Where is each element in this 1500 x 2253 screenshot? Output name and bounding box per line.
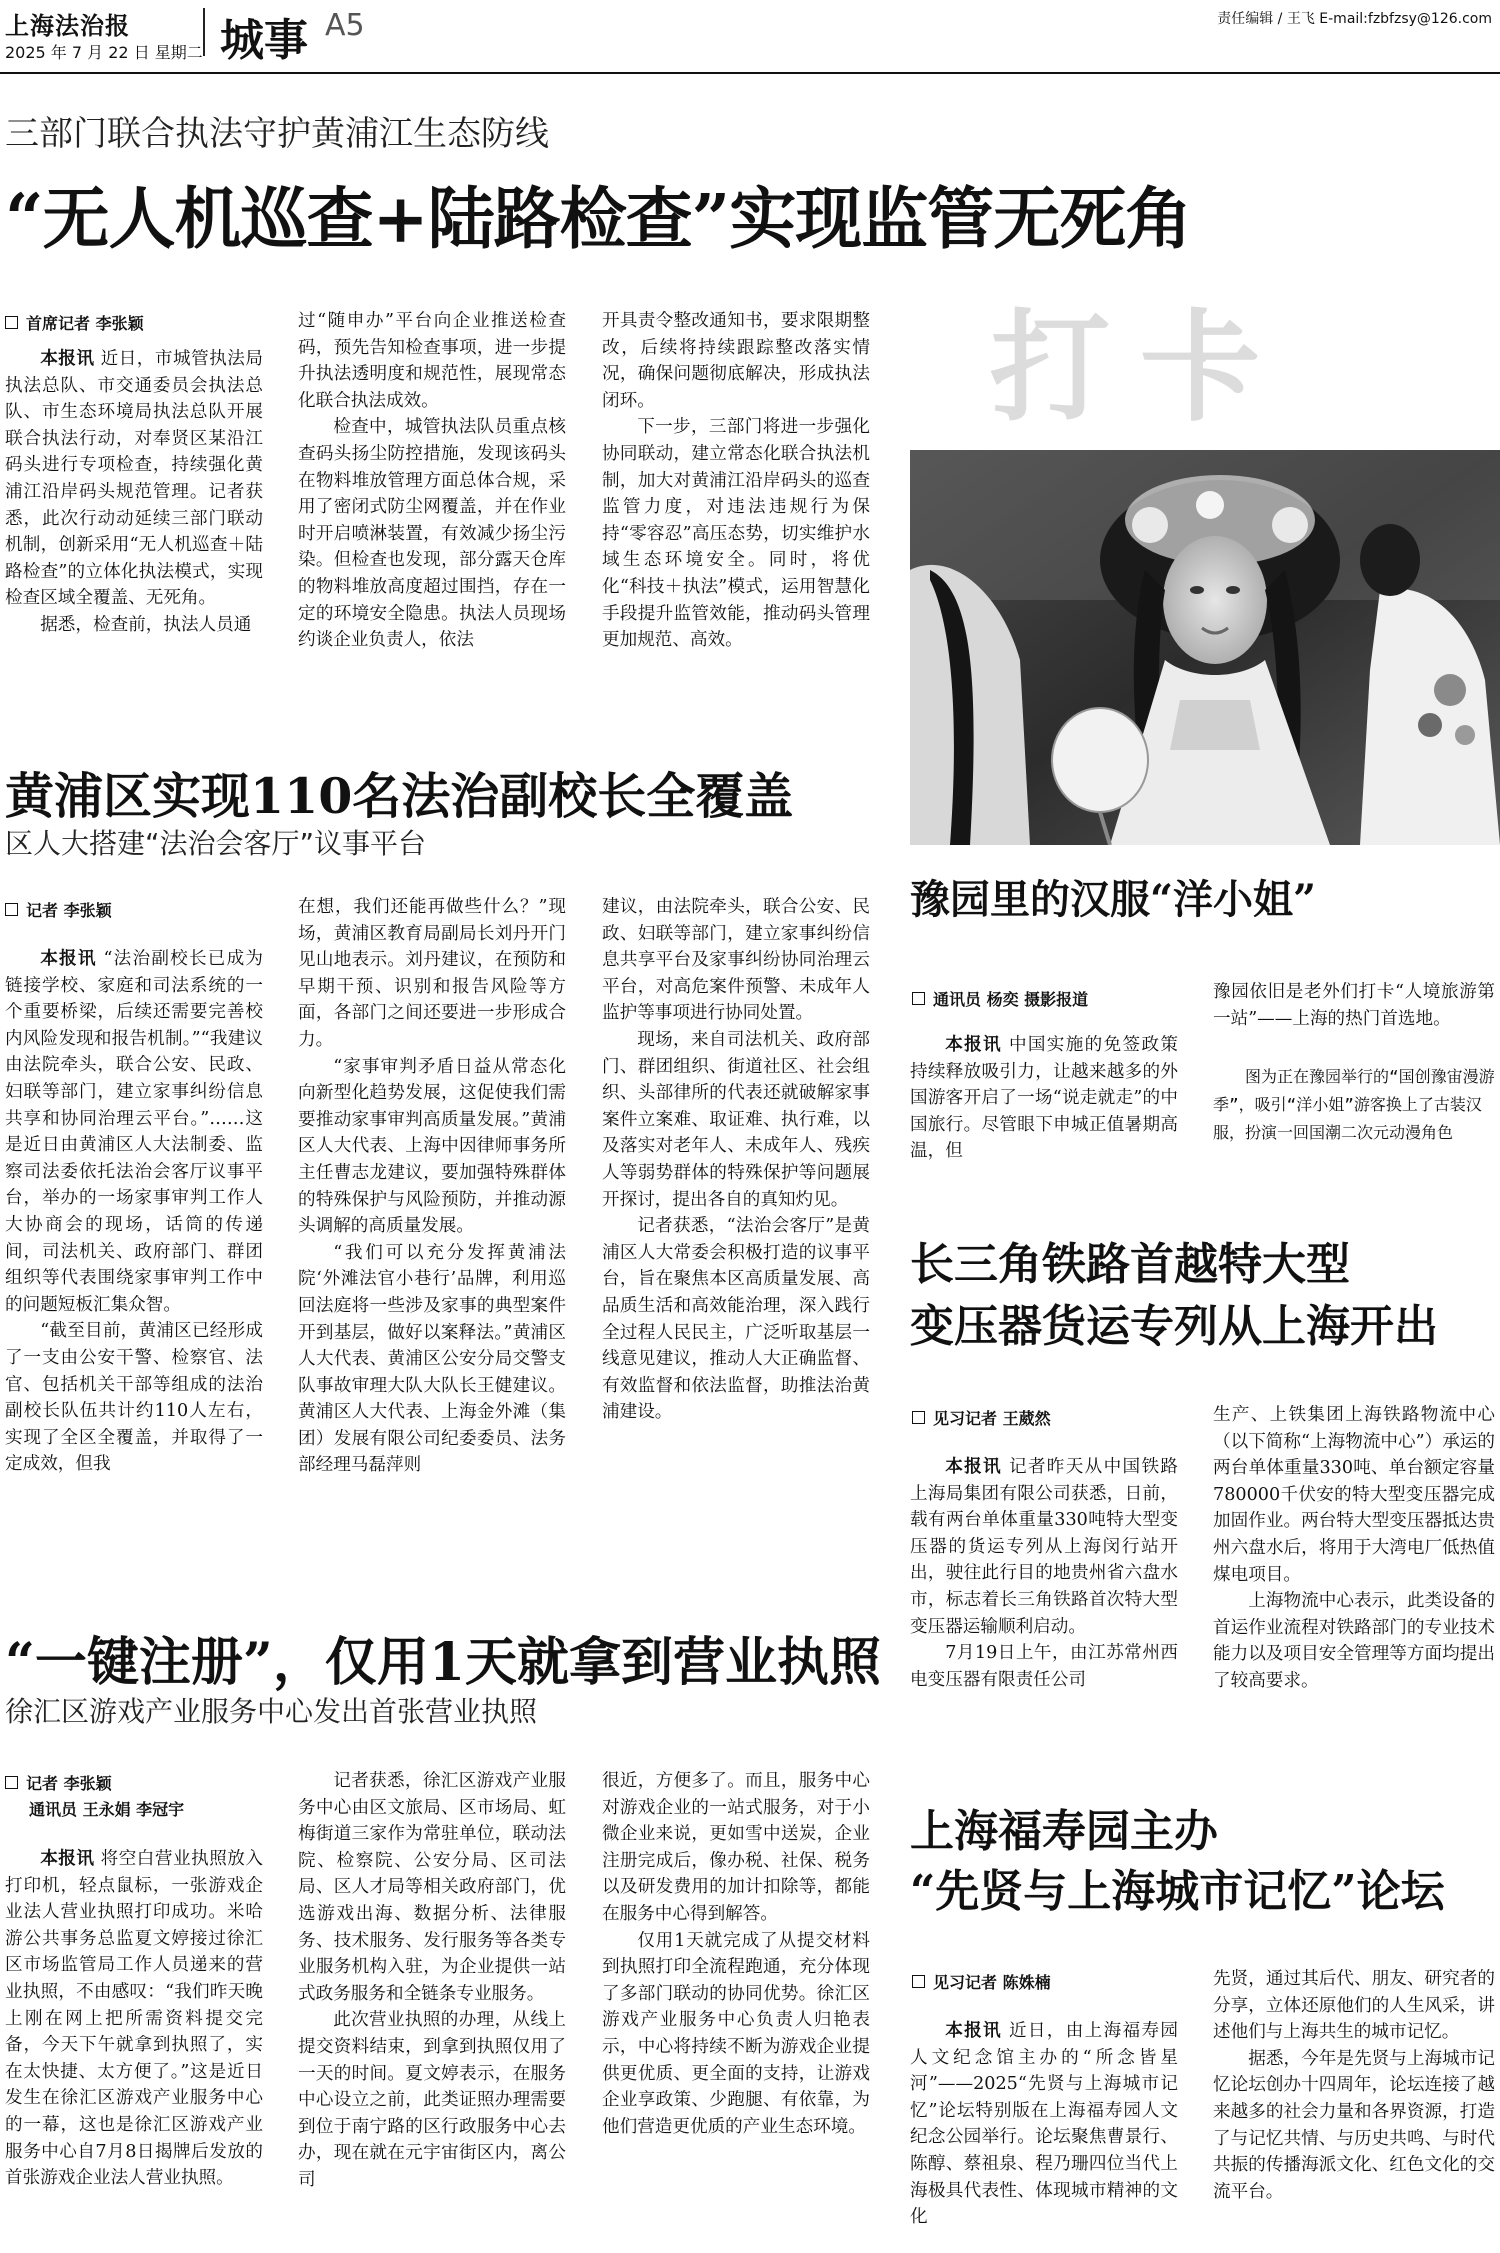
byline-text: 通讯员 杨奕 摄影报道: [933, 990, 1089, 1009]
article5-col1: [910, 2018, 1178, 2248]
article1-kicker: 三部门联合执法守护黄浦江生态防线: [5, 114, 549, 154]
article3-headline-line2: 变压器货运专列从上海开出: [910, 1301, 1438, 1352]
article1-col2: [298, 308, 566, 702]
body-text: 近日，由上海福寿园人文纪念馆主办的“所念皆星河”——2025“先贤与上海城市记忆”论坛特别版在上海福寿园人文纪念公园举行。论坛聚焦曹景行、陈醇、蔡祖泉、程乃珊四位当代上海极具代表性、体现城市精神的文化: [910, 2021, 1178, 2228]
photo-col2: [1213, 979, 1495, 1059]
caption-text: 图为正在豫园举行的“国创豫宙漫游季”，吸引“洋小姐”游客换上了古装汉服，扮演一回国潮二次元动漫角色: [1213, 1067, 1495, 1142]
page-number: A5: [325, 8, 365, 43]
daka-stamp: 打卡: [990, 297, 1290, 438]
photo-caption: [1213, 1063, 1495, 1175]
masthead-rule: [0, 72, 1500, 74]
article5-headline-line2: “先贤与上海城市记忆”论坛: [910, 1866, 1445, 1917]
article2-headline: 黄浦区实现110名法治副校长全覆盖: [5, 767, 794, 825]
body-text: 上海物流中心表示，此类设备的首运作业流程对铁路部门的专业技术能力以及项目安全管理等方面均提出了较高要求。: [1213, 1591, 1495, 1691]
article4-byline1: [5, 1771, 112, 1794]
body-text: 很近，方便多了。而且，服务中心对游戏企业的一站式服务，对于小微企业来说，更如雪中送炭，企业注册完成后，像办税、社保、税务以及研发费用的加计扣除等，都能在服务中心得到解答。: [602, 1771, 870, 1924]
editor-credit: 责任编辑 / 王飞 E-mail:fzbfzsy@126.com: [1217, 11, 1492, 27]
body-text: 现场，来自司法机关、政府部门、群团组织、街道社区、社会组织、头部律所的代表还就破解家事案件立案难、取证难、执行难，以及落实对老年人、未成年人、残疾人等弱势群体的特殊保护等问题展开探讨，提出各自的真知灼见。: [602, 1029, 870, 1210]
article2-col3: [602, 894, 870, 1582]
article4-headline: “一键注册”，仅用1天就拿到营业执照: [5, 1632, 882, 1693]
body-text: 将空白营业执照放入打印机，轻点鼠标，一张游戏企业法人营业执照打印成功。米哈游公共事务总监夏文婷接过徐汇区市场监管局工作人员递来的营业执照，不由感叹：“我们昨天晚上刚在网上把所需资料提交完备，今天下午就拿到执照了，实在太快捷、太方便了。”这是近日发生在徐汇区游戏产业服务中心的一幕，这也是徐汇区游戏产业服务中心自7月8日揭牌后发放的首张游戏企业法人营业执照。: [5, 1849, 263, 2189]
body-text: 过“随申办”平台向企业推送检查码，预先告知检查事项，进一步提升执法透明度和规范性，展现常态化联合执法成效。: [298, 311, 566, 411]
body-text: 记者获悉，“法治会客厅”是黄浦区人大常委会积极打造的议事平台，旨在聚焦本区高质量发展、高品质生活和高效能治理，深入践行全过程人民民主，广泛听取基层一线意见建议，推动人大正确监督、有效监督和依法监督，助推法治黄浦建设。: [602, 1216, 870, 1423]
article4-col1: [5, 1846, 263, 2248]
article3-headline-line1: 长三角铁路首越特大型: [910, 1239, 1350, 1290]
body-text: 据悉，今年是先贤与上海城市记忆论坛创办十四周年，论坛连接了越来越多的社会力量和各界资源，打造了与记忆共情、与历史共鸣、与时代共振的传播海派文化、红色文化的交流平台。: [1213, 2048, 1495, 2202]
body-text: 建议，由法院牵头，联合公安、民政、妇联等部门，建立家事纠纷信息共享平台及家事纠纷协同治理云平台，对高危案件预警、未成年人监护等事项进行协同处置。: [602, 897, 870, 1024]
article1-col3: [602, 308, 870, 702]
body-text: 记者获悉，徐汇区游戏产业服务中心由区文旅局、区市场局、虹梅街道三家作为常驻单位，联动法院、检察院、公安分局、区司法局、区人才局等相关政府部门，优选游戏出海、数据分析、法律服务、技术服务、发行服务等各类专业服务机构入驻，为企业提供一站式政务服务和全链条专业服务。: [298, 1771, 566, 2004]
body-text: 先贤，通过其后代、朋友、研究者的分享，立体还原他们的人生风采，讲述他们与上海共生的城市记忆。: [1213, 1969, 1495, 2043]
body-text: “截至目前，黄浦区已经形成了一支由公安干警、检察官、法官、包括机关干部等组成的法治副校长队伍共计约110人左右，实现了全区全覆盖，并取得了一定成效，但我: [5, 1321, 263, 1475]
body-text: “家事审判矛盾日益从常态化向新型化趋势发展，这促使我们需要推动家事审判高质量发展。”黄浦区人大代表、上海中因律师事务所主任曹志龙建议，要加强特殊群体的特殊保护与风险预防，并推动源头调解的高质量发展。: [298, 1056, 566, 1237]
lead-tag: 本报讯: [945, 1457, 1002, 1477]
photo-headline: 豫园里的汉服“洋小姐”: [910, 876, 1317, 923]
lead-tag: 本报讯: [945, 1035, 1002, 1055]
article5-headline-line1: 上海福寿园主办: [910, 1806, 1218, 1857]
body-text: 开具责令整改通知书，要求限期整改，后续将持续跟踪整改落实情况，确保问题彻底解决，形成执法闭环。: [602, 311, 870, 411]
byline-text: 首席记者 李张颖: [26, 314, 144, 333]
body-text: 7月19日上午，由江苏常州西电变压器有限责任公司: [910, 1643, 1178, 1690]
newspaper-logo: 上海法治报: [5, 11, 130, 40]
article5-byline: [912, 1970, 1051, 1993]
lead-tag: 本报讯: [40, 349, 95, 369]
body-text: 检查中，城管执法队员重点核查码头扬尘防控措施，发现该码头在物料堆放管理方面总体合规，采用了密闭式防尘网覆盖，并在作业时开启喷淋装置，有效减少扬尘污染。但检查也发现，部分露天仓库的物料堆放高度超过围挡，存在一定的环境安全隐患。执法人员现场约谈企业负责人，依法: [298, 417, 566, 651]
article1-col1: [5, 346, 263, 702]
photo-byline: [912, 987, 1088, 1010]
lead-tag: 本报讯: [945, 2021, 1002, 2041]
body-text: “我们可以充分发挥黄浦法院‘外滩法官小巷行’品牌，利用巡回法庭将一些涉及家事的典型案件开到基层，做好以案释法。”黄浦区人大代表、黄浦区公安分局交警支队事故审理大队大队长王健建议。黄浦区人大代表、上海金外滩（集团）发展有限公司纪委委员、法务部经理马磊萍则: [298, 1242, 566, 1476]
body-text: 在想，我们还能再做些什么？”现场，黄浦区教育局副局长刘丹开门见山地表示。刘丹建议，在预防和早期干预、识别和报告风险等方面，各部门之间还要进一步形成合力。: [298, 897, 566, 1050]
lead-tag: 本报讯: [40, 1849, 95, 1869]
body-text: 近日，市城管执法局执法总队、市交通委员会执法总队、市生态环境局执法总队开展联合执法行动，对奉贤区某沿江码头进行专项检查，持续强化黄浦江沿岸码头规范管理。记者获悉，此次行动动延续三部门联动机制，创新采用“无人机巡查＋陆路检查”的立体化执法模式，实现检查区域全覆盖、无死角。: [5, 349, 263, 609]
masthead-divider: [203, 8, 205, 56]
body-text: 记者昨天从中国铁路上海局集团有限公司获悉，日前，载有两台单体重量330吨特大型变压器的货运专列从上海闵行站开出，驶往此行目的地贵州省六盘水市，标志着长三角铁路首次特大型变压器运输顺利启动。: [910, 1457, 1178, 1637]
body-text: 中国实施的免签政策持续释放吸引力，让越来越多的外国游客开启了一场“说走就走”的中国旅行。尽管眼下申城正值暑期高温，但: [910, 1035, 1178, 1162]
byline-box-icon: [912, 1411, 925, 1424]
body-text: 据悉，检查前，执法人员通: [40, 614, 252, 635]
byline-text: 记者 李张颖: [26, 901, 112, 920]
article2-subhead: 区人大搭建“法治会客厅”议事平台: [5, 827, 427, 860]
article1-byline: [5, 311, 144, 334]
byline-text: 记者 李张颖: [26, 1774, 112, 1793]
photo-col1: [910, 1032, 1178, 1212]
byline-box-icon: [5, 903, 18, 916]
article3-col1: [910, 1454, 1178, 1744]
body-text: 豫园依旧是老外们打卡“人境旅游第一站”——上海的热门首选地。: [1213, 982, 1495, 1029]
body-text: 生产、上铁集团上海铁路物流中心（以下简称“上海物流中心”）承运的两台单体重量330吨、单台额定容量780000千伏安的特大型变压器完成加固作业。两台特大型变压器抵达贵州六盘水后，将用于大湾电厂低热值煤电项目。: [1213, 1405, 1495, 1585]
body-text: 此次营业执照的办理，从线上提交资料结束，到拿到执照仅用了一天的时间。夏文婷表示，在服务中心设立之前，此类证照办理需要到位于南宁路的区行政服务中心去办，现在就在元宇宙街区内，离公司: [298, 2010, 566, 2190]
section-title: 城事: [220, 15, 308, 66]
article1-headline: “无人机巡查+陆路检查”实现监管无死角: [5, 179, 1192, 258]
article4-col2: [298, 1768, 566, 2248]
byline-box-icon: [5, 1776, 18, 1789]
article3-byline: [912, 1406, 1051, 1429]
article2-col2: [298, 894, 566, 1582]
article2-byline: [5, 898, 112, 921]
byline-text: 见习记者 陈姝楠: [933, 1973, 1051, 1992]
body-text: 下一步，三部门将进一步强化协同联动，建立常态化联合执法机制，加大对黄浦江沿岸码头的巡查监管力度，对违法违规行为保持“零容忍”高压态势，切实维护水域生态环境安全。同时，将优化“科技＋执法”模式，运用智慧化手段提升监管效能，推动码头管理更加规范、高效。: [602, 417, 870, 651]
lead-tag: 本报讯: [40, 949, 97, 969]
byline-text: 见习记者 王葳然: [933, 1409, 1051, 1428]
issue-date: 2025 年 7 月 22 日 星期二: [5, 43, 203, 62]
article4-byline2: 通讯员 王永娟 李冠宇: [29, 1800, 185, 1819]
hanfu-photo: [910, 450, 1500, 845]
article4-col3: [602, 1768, 870, 2248]
article4-subhead: 徐汇区游戏产业服务中心发出首张营业执照: [5, 1695, 538, 1728]
article5-col2: [1213, 1966, 1495, 2248]
article2-col1: [5, 946, 263, 1582]
byline-box-icon: [5, 316, 18, 329]
byline-box-icon: [912, 1975, 925, 1988]
body-text: 仅用1天就完成了从提交材料到执照打印全流程跑通，充分体现了多部门联动的协同优势。徐汇区游戏产业服务中心负责人归艳表示，中心将持续不断为游戏企业提供更优质、更全面的支持，让游戏企业享政策、少跑腿、有依靠，为他们营造更优质的产业生态环境。: [602, 1930, 870, 2137]
byline-box-icon: [912, 992, 925, 1005]
body-text: “法治副校长已成为链接学校、家庭和司法系统的一个重要桥梁，后续还需要完善校内风险发现和报告机制。”“我建议由法院牵头，联合公安、民政、妇联等部门，建立家事纠纷信息共享和协同治理云平台。”……这是近日由黄浦区人大法制委、监察司法委依托法治会客厅议事平台，举办的一场家事审判工作人大协商会的现场，话筒的传递间，司法机关、政府部门、群团组织等代表围绕家事审判工作中的问题短板汇集众智。: [5, 949, 263, 1315]
article3-col2: [1213, 1402, 1495, 1744]
